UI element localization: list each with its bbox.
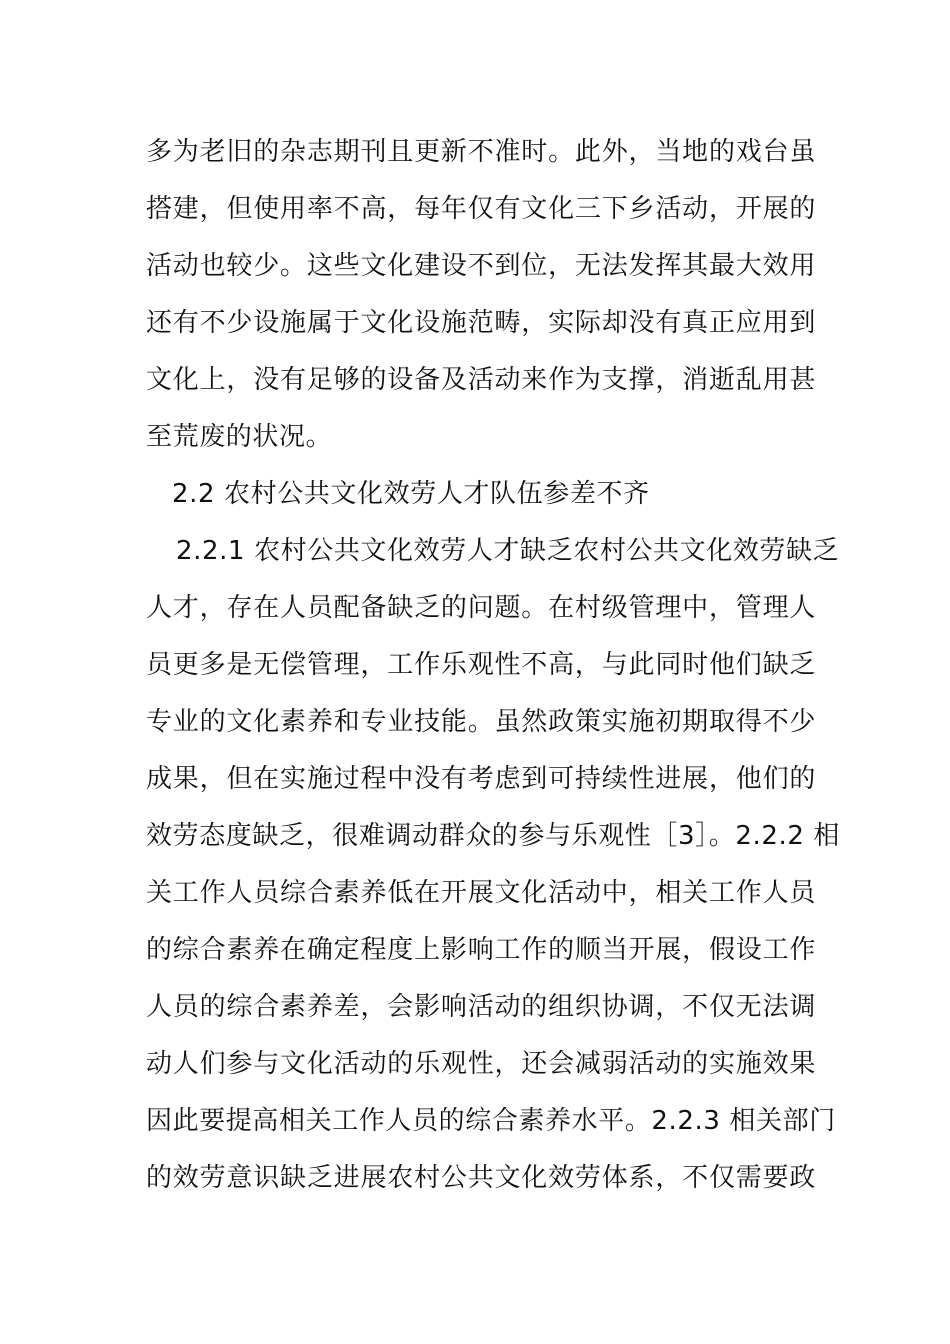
text-line: 专业的文化素养和专业技能。虽然政策实施初期取得不少 [146, 707, 816, 737]
text-line: 搭建，但使用率不高，每年仅有文化三下乡活动，开展的 [146, 194, 816, 224]
text-line: 文化上，没有足够的设备及活动来作为支撑，消逝乱用甚 [146, 365, 816, 395]
text-line: 成果，但在实施过程中没有考虑到可持续性进展，他们的 [146, 764, 816, 794]
section-heading: 2.2 农村公共文化效劳人才队伍参差不齐 [172, 479, 650, 509]
body-text [146, 124, 840, 1207]
text-line: 动人们参与文化活动的乐观性，还会减弱活动的实施效果 [146, 1049, 816, 1079]
text-line: 还有不少设施属于文化设施范畴，实际却没有真正应用到 [146, 308, 816, 338]
text-line: 关工作人员综合素养低在开展文化活动中，相关工作人员 [146, 878, 816, 908]
text-line: 活动也较少。这些文化建设不到位，无法发挥其最大效用 [146, 251, 816, 281]
text-line: 因此要提高相关工作人员的综合素养水平。2.2.3 相关部门 [146, 1106, 836, 1136]
text-line: 至荒废的状况。 [146, 422, 333, 452]
text-line: 员更多是无偿管理，工作乐观性不高，与此同时他们缺乏 [146, 650, 816, 680]
text-line: 的效劳意识缺乏进展农村公共文化效劳体系，不仅需要政 [146, 1163, 816, 1193]
text-line: 人员的综合素养差，会影响活动的组织协调，不仅无法调 [146, 992, 816, 1022]
text-line: 2.2.1 农村公共文化效劳人才缺乏农村公共文化效劳缺乏 [176, 536, 840, 566]
text-line: 效劳态度缺乏，很难调动群众的参与乐观性［3］。2.2.2 相 [146, 821, 840, 851]
text-line: 多为老旧的杂志期刊且更新不准时。此外，当地的戏台虽 [146, 137, 816, 167]
text-line: 的综合素养在确定程度上影响工作的顺当开展，假设工作 [146, 935, 816, 965]
text-line: 人才，存在人员配备缺乏的问题。在村级管理中，管理人 [146, 593, 816, 623]
